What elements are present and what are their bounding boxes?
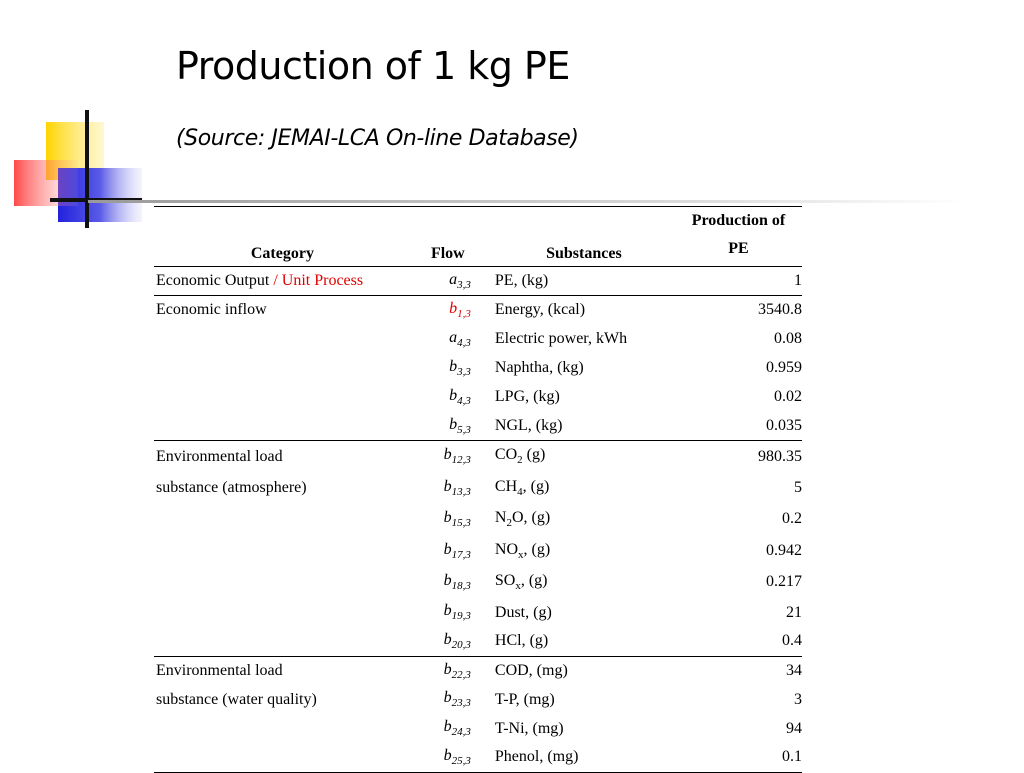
substance-cell: PE, (kg) (485, 267, 673, 296)
table-row (154, 656, 802, 685)
category-water-line2: substance (water quality) (156, 690, 317, 708)
flow-cell (409, 325, 485, 354)
flow-cell (409, 598, 485, 627)
flow-symbol: $b_{12,3}$ (443, 446, 471, 467)
header-substances: Substances (546, 245, 622, 262)
table-row (154, 627, 802, 656)
flow-symbol: $b_{15,3}$ (443, 509, 471, 530)
flow-symbol: $b_{5,3}$ (449, 415, 471, 436)
value-cell: 0.959 (766, 359, 802, 376)
substance-cell: T-P, (mg) (494, 690, 555, 708)
value-cell: 94 (786, 719, 802, 737)
flow-cell (409, 535, 485, 567)
value-cell: 0.035 (673, 412, 802, 441)
flow-cell (409, 354, 485, 383)
table-row (154, 472, 802, 504)
substance-cell: $N_2O$, (g) (494, 509, 551, 530)
header-production-pe (673, 207, 802, 267)
flow-symbol: $b_{3,3}$ (449, 357, 471, 379)
table-row (154, 567, 802, 599)
category-economic-output: Economic Output (156, 272, 270, 289)
category-cell (154, 267, 409, 296)
table-row (154, 383, 802, 412)
substance-cell: COD, (mg) (485, 656, 673, 685)
flow-cell (409, 627, 485, 656)
flow-cell (409, 714, 485, 743)
table-row (154, 504, 802, 536)
table-row (154, 685, 802, 714)
table-row (154, 325, 802, 354)
title-rule (88, 200, 968, 203)
substance-cell: $NO_x$, (g) (494, 540, 551, 561)
table-row (154, 441, 802, 473)
flow-symbol: $a_{4,3}$ (449, 328, 471, 350)
value-cell: 0.942 (766, 541, 802, 559)
flow-symbol: $b_{20,3}$ (443, 631, 471, 652)
substance-cell: Phenol, (mg) (485, 743, 673, 772)
substance-cell: NGL, (kg) (485, 412, 673, 441)
flow-symbol: $b_{4,3}$ (449, 386, 471, 408)
header-flow: Flow (430, 245, 465, 262)
category-atmosphere-line2: substance (atmosphere) (156, 478, 307, 496)
value-cell: 21 (786, 603, 802, 621)
substance-cell: Dust, (g) (494, 603, 552, 621)
table-row (154, 714, 802, 743)
flow-symbol: $b_{25,3}$ (443, 747, 471, 768)
value-cell: 0.1 (673, 743, 802, 772)
table-row (154, 296, 802, 325)
flow-symbol: $b_{13,3}$ (443, 477, 471, 498)
slide-logo-decoration (0, 0, 1024, 240)
flow-symbol: $b_{19,3}$ (443, 602, 471, 623)
substance-cell: Naphtha, (kg) (494, 359, 584, 376)
value-cell: 34 (673, 656, 802, 685)
flow-cell (409, 567, 485, 599)
substance-cell: $CH_4$, (g) (494, 477, 550, 498)
value-cell: 980.35 (673, 441, 802, 473)
flow-symbol: $b_{22,3}$ (443, 660, 471, 681)
slide-subtitle: (Source: JEMAI-LCA On-line Database) (176, 126, 579, 151)
category-economic-inflow: Economic inflow (154, 296, 409, 325)
value-cell: 5 (794, 478, 802, 496)
lca-inventory-table (154, 206, 802, 773)
logo-vertical-bar (85, 110, 89, 228)
header-value-line1: Production of (691, 212, 786, 229)
value-cell: 3540.8 (673, 296, 802, 325)
value-cell: 3 (794, 690, 802, 708)
value-cell: 0.2 (782, 510, 802, 528)
category-separator: / (269, 272, 282, 289)
table-row (154, 267, 802, 296)
flow-cell (409, 296, 485, 325)
flow-symbol-highlighted: $b_{1,3}$ (449, 300, 471, 321)
flow-symbol: $b_{18,3}$ (443, 572, 471, 593)
flow-cell (409, 383, 485, 412)
flow-cell (409, 441, 485, 473)
header-category: Category (250, 245, 314, 262)
category-water-line1: Environmental load (154, 656, 409, 685)
flow-cell (409, 504, 485, 536)
flow-symbol: $b_{24,3}$ (443, 718, 471, 739)
value-cell: 1 (673, 267, 802, 296)
category-unit-process: Unit Process (281, 272, 364, 289)
substance-cell: $SO_x$, (g) (494, 572, 548, 593)
flow-symbol: $b_{23,3}$ (443, 689, 471, 710)
substance-cell: T-Ni, (mg) (494, 719, 564, 737)
table-header-row (154, 207, 802, 267)
value-cell: 0.02 (774, 388, 802, 405)
flow-symbol: $b_{17,3}$ (443, 540, 471, 561)
flow-symbol: $a_{3,3}$ (449, 270, 471, 292)
flow-cell (409, 472, 485, 504)
substance-cell: $CO_2$ (g) (485, 441, 673, 473)
header-value-line2: PE (728, 240, 749, 257)
flow-cell (409, 267, 485, 296)
flow-cell (409, 685, 485, 714)
table-row (154, 412, 802, 441)
value-cell: 0.217 (766, 573, 802, 591)
substance-cell: Electric power, kWh (494, 330, 628, 347)
substance-cell: LPG, (kg) (494, 388, 560, 405)
substance-cell: HCl, (g) (485, 627, 673, 656)
table-row (154, 354, 802, 383)
table-row (154, 598, 802, 627)
table-row (154, 535, 802, 567)
substance-cell: Energy, (kcal) (485, 296, 673, 325)
slide-title: Production of 1 kg PE (176, 44, 570, 88)
category-atmosphere-line1: Environmental load (154, 441, 409, 473)
value-cell: 0.08 (774, 330, 802, 347)
value-cell: 0.4 (673, 627, 802, 656)
flow-cell (409, 656, 485, 685)
flow-cell (409, 412, 485, 441)
